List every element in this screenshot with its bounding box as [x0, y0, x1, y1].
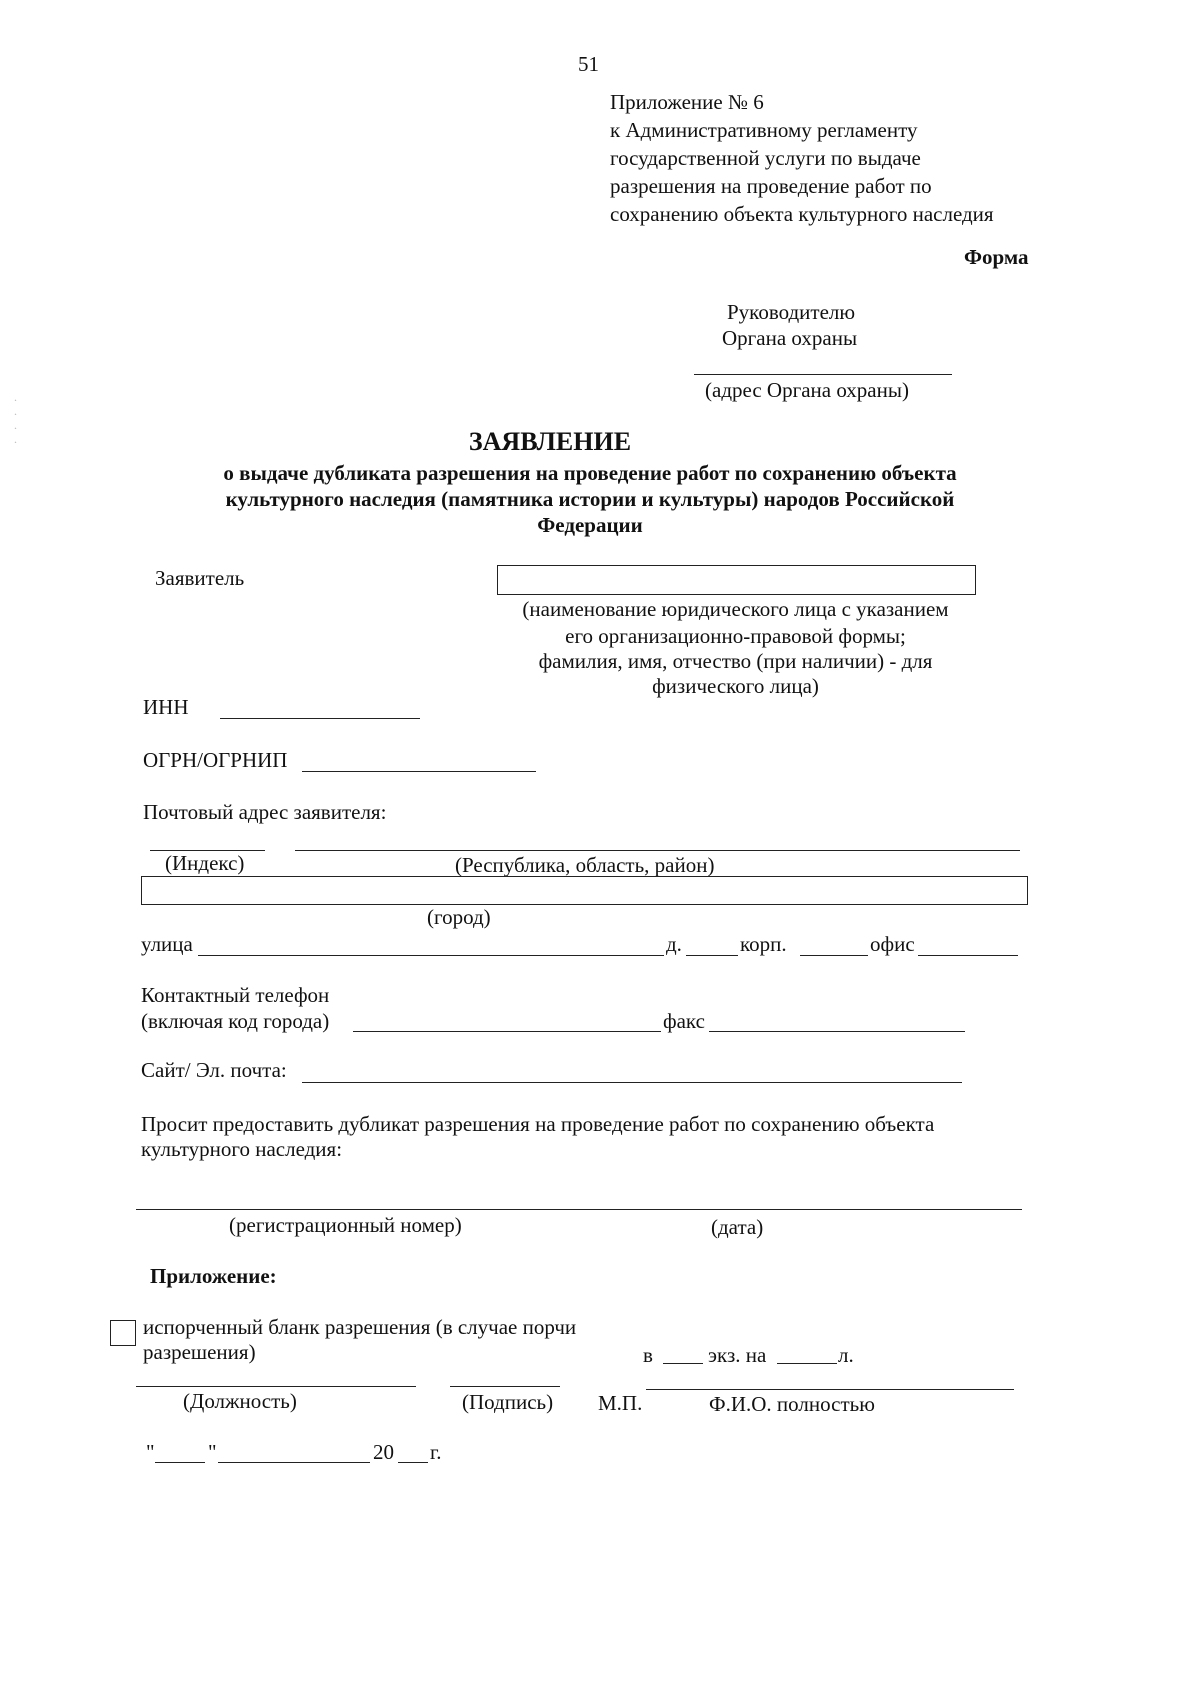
- building-label: корп.: [740, 932, 787, 956]
- fax-label: факс: [663, 1009, 705, 1033]
- building-field[interactable]: [800, 955, 868, 956]
- postal-region-caption: (Республика, область, район): [455, 853, 715, 877]
- applicant-caption-line: его организационно-правовой формы;: [565, 624, 906, 648]
- spoiled-form-checkbox[interactable]: [110, 1320, 136, 1346]
- applicant-caption-line: физического лица): [652, 674, 819, 698]
- ogrn-label: ОГРН/ОГРНИП: [143, 748, 288, 772]
- fullname-caption: Ф.И.О. полностью: [709, 1392, 875, 1416]
- site-email-label: Сайт/ Эл. почта:: [141, 1058, 287, 1082]
- appendix-line: сохранению объекта культурного наследия: [610, 202, 994, 226]
- attachment-item-line: разрешения): [143, 1340, 256, 1364]
- addressee-line-2: Органа охраны: [722, 326, 858, 350]
- addressee-address-field[interactable]: [694, 374, 952, 375]
- day-field[interactable]: [155, 1462, 205, 1463]
- house-field[interactable]: [686, 955, 738, 956]
- page-number: 51: [578, 52, 599, 76]
- office-label: офис: [870, 932, 915, 956]
- inn-field[interactable]: [220, 718, 420, 719]
- year-field[interactable]: [398, 1462, 428, 1463]
- house-label: д.: [666, 932, 682, 956]
- request-text-line: Просит предоставить дубликат разрешения на проведение работ по сохранению объекта: [141, 1112, 935, 1136]
- document-subtitle-line: о выдаче дубликата разрешения на проведение работ по сохранению объекта: [223, 461, 957, 485]
- month-field[interactable]: [218, 1462, 370, 1463]
- fax-field[interactable]: [709, 1031, 965, 1032]
- date-caption: (дата): [711, 1215, 764, 1239]
- street-label: улица: [141, 932, 193, 956]
- registration-number-caption: (регистрационный номер): [229, 1213, 462, 1237]
- postal-region-field[interactable]: [295, 850, 1020, 851]
- margin-marks: . . . .: [14, 390, 17, 446]
- year-suffix: г.: [430, 1440, 442, 1464]
- applicant-label: Заявитель: [155, 566, 245, 590]
- attachment-item-line: испорченный бланк разрешения (в случае порчи: [143, 1315, 577, 1339]
- postal-index-caption: (Индекс): [165, 851, 245, 875]
- postal-city-caption: (город): [427, 905, 491, 929]
- postal-address-label: Почтовый адрес заявителя:: [143, 800, 387, 824]
- appendix-line: государственной услуги по выдаче: [610, 146, 921, 170]
- appendix-line: к Административному регламенту: [610, 118, 918, 142]
- postal-city-field[interactable]: [141, 876, 1028, 905]
- fullname-field[interactable]: [646, 1389, 1014, 1390]
- attachment-heading: Приложение:: [150, 1264, 277, 1288]
- copies-prefix: в: [643, 1343, 653, 1367]
- date-quote-close: ": [208, 1440, 217, 1464]
- document-subtitle-line: Федерации: [537, 513, 643, 537]
- signature-caption: (Подпись): [462, 1390, 554, 1414]
- copies-count-field[interactable]: [663, 1363, 703, 1364]
- applicant-name-field[interactable]: [497, 565, 976, 595]
- appendix-line: разрешения на проведение работ по: [610, 174, 932, 198]
- year-prefix: 20: [373, 1440, 394, 1464]
- phone-field[interactable]: [353, 1031, 661, 1032]
- stamp-label: М.П.: [598, 1391, 643, 1415]
- appendix-line: Приложение № 6: [610, 90, 764, 114]
- inn-label: ИНН: [143, 695, 189, 719]
- copies-mid: экз. на: [708, 1343, 767, 1367]
- registration-number-date-field[interactable]: [136, 1209, 1022, 1210]
- street-field[interactable]: [198, 955, 664, 956]
- sheets-count-field[interactable]: [777, 1363, 837, 1364]
- office-field[interactable]: [918, 955, 1018, 956]
- position-field[interactable]: [136, 1386, 416, 1387]
- form-label: Форма: [964, 245, 1029, 269]
- document-title: ЗАЯВЛЕНИЕ: [468, 427, 632, 456]
- addressee-address-caption: (адрес Органа охраны): [705, 378, 909, 402]
- applicant-caption-line: фамилия, имя, отчество (при наличии) - для: [538, 649, 933, 673]
- date-quote-open: ": [146, 1440, 155, 1464]
- request-text-line: культурного наследия:: [141, 1137, 343, 1161]
- document-subtitle-line: культурного наследия (памятника истории и культуры) народов Российской: [225, 487, 955, 511]
- site-email-field[interactable]: [302, 1082, 962, 1083]
- applicant-caption-line: (наименование юридического лица с указанием: [522, 597, 949, 621]
- signature-field[interactable]: [450, 1386, 560, 1387]
- appendix-header: [610, 88, 994, 228]
- position-caption: (Должность): [183, 1389, 297, 1413]
- ogrn-field[interactable]: [302, 771, 536, 772]
- phone-label: Контактный телефон: [141, 983, 330, 1007]
- addressee-line-1: Руководителю: [727, 300, 856, 324]
- copies-suffix: л.: [838, 1343, 854, 1367]
- phone-label-sub: (включая код города): [141, 1009, 330, 1033]
